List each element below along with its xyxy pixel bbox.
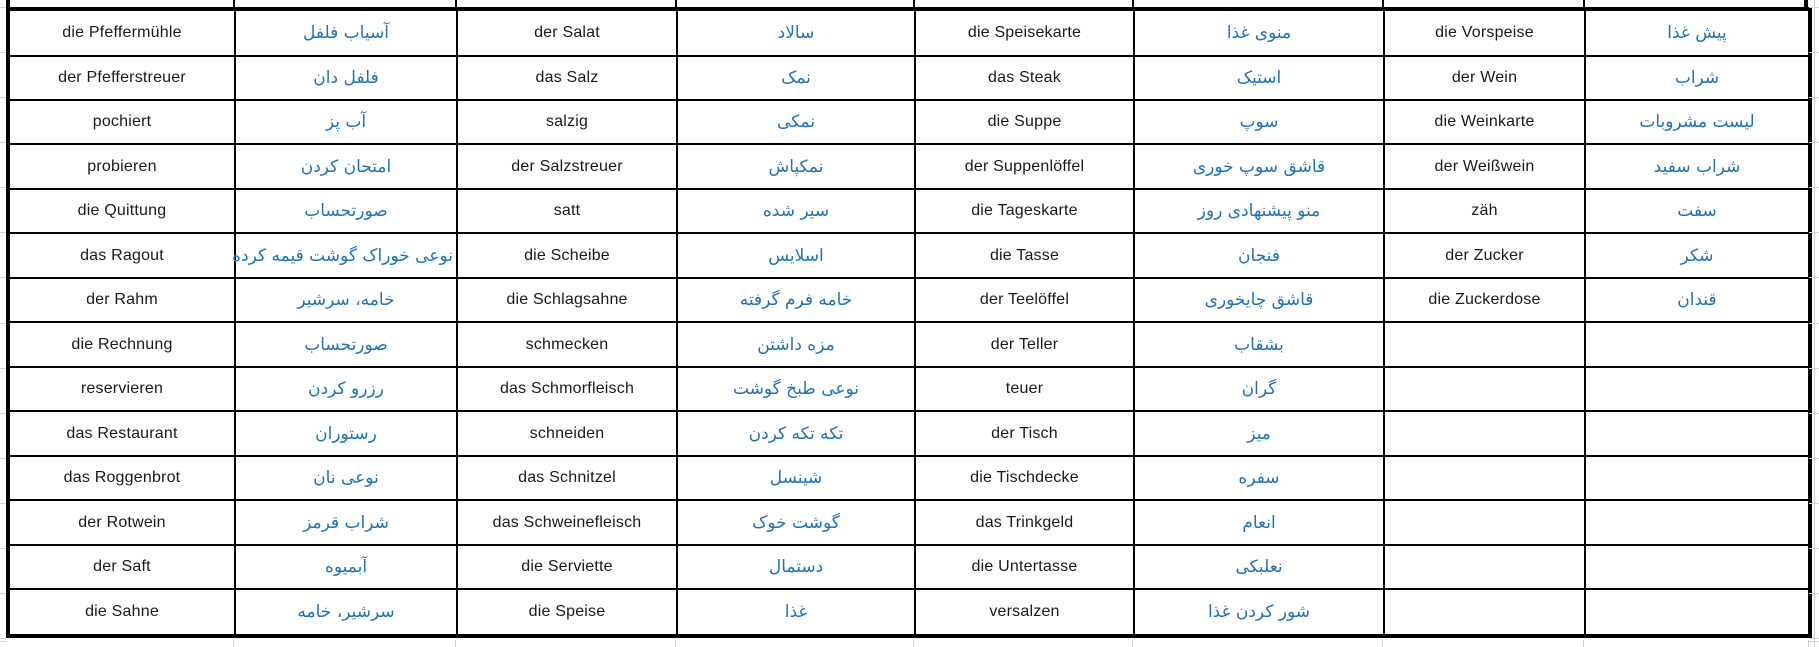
german-word-cell[interactable] [1384,411,1585,455]
german-word-cell[interactable]: salzig [457,100,677,144]
gridline [0,142,6,143]
gridline [0,458,6,459]
gridline [455,640,456,647]
german-word-cell[interactable]: das Steak [915,56,1134,100]
german-word-cell[interactable]: die Schlagsahne [457,278,677,322]
table-row [8,500,1810,544]
german-word-cell[interactable]: die Suppe [915,100,1134,144]
table-row [8,456,1810,500]
german-word-cell[interactable]: schmecken [457,322,677,366]
persian-translation-cell[interactable]: پیش غذا [1585,9,1810,56]
german-word-cell[interactable]: der Rotwein [8,500,235,544]
german-word-cell[interactable] [1384,456,1585,500]
border-tick [913,0,915,7]
german-word-cell[interactable]: der Weißwein [1384,144,1585,188]
german-word-cell[interactable]: die Speise [457,589,677,636]
gridline [1809,413,1819,414]
persian-translation-cell[interactable]: آسیاب فلفل [235,9,457,56]
border-tick [233,0,235,7]
german-word-cell[interactable]: der Saft [8,545,235,589]
german-word-cell[interactable]: der Teelöffel [915,278,1134,322]
persian-translation-cell[interactable]: سفت [1585,189,1810,233]
german-word-cell[interactable]: die Pfeffermühle [8,9,235,56]
persian-translation-cell[interactable]: خامه فرم گرفته [677,278,915,322]
border-tick [1132,0,1134,7]
german-word-cell[interactable]: der Wein [1384,56,1585,100]
border-tick [1583,0,1585,7]
persian-translation-cell[interactable]: شور کردن غذا [1134,589,1384,636]
persian-translation-cell[interactable]: امتحان کردن [235,144,457,188]
gridline [0,277,6,278]
persian-translation-cell[interactable]: نمک [677,56,915,100]
gridline [1809,641,1819,642]
persian-translation-cell[interactable]: نوعی خوراک گوشت قیمه کرده [235,233,457,277]
table-row [8,589,1810,636]
border-tick [1382,0,1384,7]
gridline [675,640,676,647]
persian-translation-cell[interactable]: قاشق سوپ خوری [1134,144,1384,188]
persian-translation-cell[interactable]: نمکپاش [677,144,915,188]
gridline [1809,142,1819,143]
german-word-cell[interactable]: pochiert [8,100,235,144]
gridline [0,187,6,188]
german-word-cell[interactable]: der Suppenlöffel [915,144,1134,188]
persian-translation-cell[interactable]: منوی غذا [1134,9,1384,56]
german-word-cell[interactable]: das Schweinefleisch [457,500,677,544]
table-row [8,367,1810,411]
persian-translation-cell[interactable]: تکه تکه کردن [677,411,915,455]
persian-translation-cell[interactable]: بشقاب [1134,322,1384,366]
gridline [0,368,6,369]
gridline [1809,548,1819,549]
persian-translation-cell[interactable]: صورتحساب [235,322,457,366]
persian-translation-cell[interactable] [1585,411,1810,455]
persian-translation-cell[interactable]: سوپ [1134,100,1384,144]
gridline [0,52,6,53]
gridline [233,640,234,647]
gridline [1809,187,1819,188]
border-tick [675,0,677,7]
gridline [0,641,6,642]
persian-translation-cell[interactable] [1585,322,1810,366]
persian-translation-cell[interactable] [1585,456,1810,500]
gridline [1583,640,1584,647]
german-word-cell[interactable]: der Teller [915,322,1134,366]
german-word-cell[interactable] [1384,589,1585,636]
border-tick [1804,0,1808,7]
german-word-cell[interactable]: probieren [8,144,235,188]
vocabulary-table [6,7,1812,638]
table-row [8,100,1810,144]
german-word-cell[interactable]: der Salat [457,9,677,56]
persian-translation-cell[interactable]: رزرو کردن [235,367,457,411]
persian-translation-cell[interactable]: گران [1134,367,1384,411]
persian-translation-cell[interactable]: منو پیشنهادی روز [1134,189,1384,233]
german-word-cell[interactable]: das Schnitzel [457,456,677,500]
gridline [1809,458,1819,459]
german-word-cell[interactable]: versalzen [915,589,1134,636]
gridline [1809,323,1819,324]
german-word-cell[interactable]: die Scheibe [457,233,677,277]
table-row [8,322,1810,366]
persian-translation-cell[interactable]: انعام [1134,500,1384,544]
persian-translation-cell[interactable]: آب پز [235,100,457,144]
gridline [0,593,6,594]
table-row [8,411,1810,455]
gridline [0,503,6,504]
persian-translation-cell[interactable]: آبمیوه [235,545,457,589]
german-word-cell[interactable]: das Salz [457,56,677,100]
persian-translation-cell[interactable]: اسلایس [677,233,915,277]
persian-translation-cell[interactable]: غذا [677,589,915,636]
persian-translation-cell[interactable] [1585,545,1810,589]
table-row [8,189,1810,233]
persian-translation-cell[interactable]: سالاد [677,9,915,56]
persian-translation-cell[interactable]: فلفل دان [235,56,457,100]
gridline [1132,640,1133,647]
persian-translation-cell[interactable]: شینسل [677,456,915,500]
table-row [8,233,1810,277]
gridline [0,232,6,233]
persian-translation-cell[interactable]: خامه، سرشیر [235,278,457,322]
persian-translation-cell[interactable] [1585,500,1810,544]
persian-translation-cell[interactable]: نعلبکی [1134,545,1384,589]
persian-translation-cell[interactable]: قندان [1585,278,1810,322]
german-word-cell[interactable]: die Speisekarte [915,9,1134,56]
persian-translation-cell[interactable] [1585,589,1810,636]
table-row [8,278,1810,322]
german-word-cell[interactable]: die Tischdecke [915,456,1134,500]
german-word-cell[interactable]: die Tasse [915,233,1134,277]
german-word-cell[interactable]: teuer [915,367,1134,411]
german-word-cell[interactable]: der Rahm [8,278,235,322]
border-tick [455,0,457,7]
gridline [0,638,6,639]
german-word-cell[interactable]: die Serviette [457,545,677,589]
persian-translation-cell[interactable]: سیر شده [677,189,915,233]
persian-translation-cell[interactable]: شراب قرمز [235,500,457,544]
german-word-cell[interactable]: der Tisch [915,411,1134,455]
persian-translation-cell[interactable]: دستمال [677,545,915,589]
german-word-cell[interactable]: reservieren [8,367,235,411]
german-word-cell[interactable]: schneiden [457,411,677,455]
german-word-cell[interactable] [1384,545,1585,589]
persian-translation-cell[interactable]: صورتحساب [235,189,457,233]
german-word-cell[interactable]: die Rechnung [8,322,235,366]
persian-translation-cell[interactable]: سفره [1134,456,1384,500]
german-word-cell[interactable]: die Untertasse [915,545,1134,589]
persian-translation-cell[interactable]: سرشیر، خامه [235,589,457,636]
gridline [1809,638,1819,639]
gridline [1809,368,1819,369]
table-row [8,56,1810,100]
persian-translation-cell[interactable]: شکر [1585,233,1810,277]
persian-translation-cell[interactable]: مزه داشتن [677,322,915,366]
persian-translation-cell[interactable]: نوعی طبخ گوشت [677,367,915,411]
german-word-cell[interactable]: die Weinkarte [1384,100,1585,144]
persian-translation-cell[interactable]: رستوران [235,411,457,455]
persian-translation-cell[interactable]: میز [1134,411,1384,455]
gridline [0,7,6,8]
german-word-cell[interactable]: die Quittung [8,189,235,233]
gridline [1809,97,1819,98]
table-row [8,545,1810,589]
german-word-cell[interactable]: das Roggenbrot [8,456,235,500]
german-word-cell[interactable]: das Restaurant [8,411,235,455]
persian-translation-cell[interactable]: نمکی [677,100,915,144]
persian-translation-cell[interactable]: شراب سفید [1585,144,1810,188]
gridline [0,413,6,414]
german-word-cell[interactable] [1384,367,1585,411]
gridline [1809,52,1819,53]
persian-translation-cell[interactable]: استیک [1134,56,1384,100]
gridline [913,640,914,647]
german-word-cell[interactable]: das Trinkgeld [915,500,1134,544]
persian-translation-cell[interactable] [1585,367,1810,411]
gridline [1809,503,1819,504]
german-word-cell[interactable]: die Vorspeise [1384,9,1585,56]
table-row [8,9,1810,56]
german-word-cell[interactable] [1384,500,1585,544]
persian-translation-cell[interactable]: فنجان [1134,233,1384,277]
german-word-cell[interactable]: zäh [1384,189,1585,233]
german-word-cell[interactable]: satt [457,189,677,233]
german-word-cell[interactable]: das Ragout [8,233,235,277]
gridline [1809,232,1819,233]
persian-translation-cell[interactable]: قاشق چایخوری [1134,278,1384,322]
gridline [0,97,6,98]
german-word-cell[interactable]: der Salzstreuer [457,144,677,188]
border-tick [6,0,10,7]
german-word-cell[interactable]: der Pfefferstreuer [8,56,235,100]
german-word-cell[interactable] [1384,322,1585,366]
gridline [1382,640,1383,647]
table-row [8,144,1810,188]
gridline [0,548,6,549]
persian-translation-cell[interactable]: شراب [1585,56,1810,100]
german-word-cell[interactable]: die Zuckerdose [1384,278,1585,322]
persian-translation-cell[interactable]: لیست مشروبات [1585,100,1810,144]
persian-translation-cell[interactable]: نوعی نان [235,456,457,500]
persian-translation-cell[interactable]: گوشت خوک [677,500,915,544]
german-word-cell[interactable]: der Zucker [1384,233,1585,277]
gridline [1809,277,1819,278]
gridline [1809,593,1819,594]
german-word-cell[interactable]: die Sahne [8,589,235,636]
gridline [1809,7,1819,8]
german-word-cell[interactable]: die Tageskarte [915,189,1134,233]
german-word-cell[interactable]: das Schmorfleisch [457,367,677,411]
gridline [0,323,6,324]
